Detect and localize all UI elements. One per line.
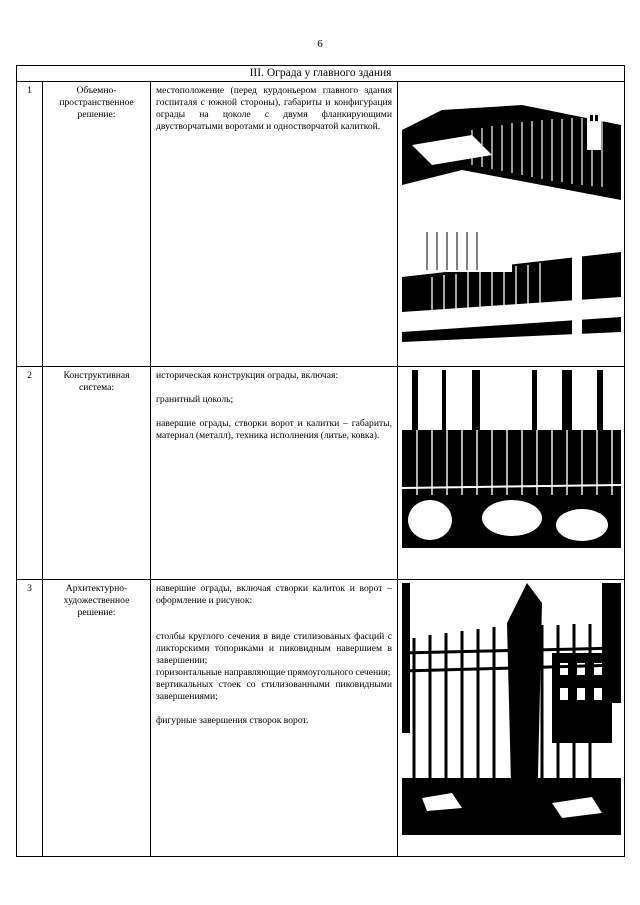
description-paragraph: горизонтальные направляющие прямоугольного сечения; (156, 667, 391, 678)
description-paragraph: навершие ограды, створки ворот и калитки – габариты, материал (металл), техника исполнения (литье, ковка). (156, 418, 392, 441)
photo-cell (398, 580, 625, 857)
row-description (151, 82, 398, 367)
plinth-photo (402, 370, 621, 558)
section-header-row (17, 66, 625, 82)
row-description (151, 580, 398, 857)
row-number: 2 (17, 367, 43, 580)
description-paragraph: местоположение (перед курдоньером главного здания госпиталя с южной стороны), габариты и конфигурация ограды на цоколе с двумя фланкирующими двустворчатыми воротами и одностворчатой калиткой. (156, 85, 392, 132)
table-row (17, 82, 625, 367)
photo-cell (398, 82, 625, 367)
row-number: 1 (17, 82, 43, 367)
monument-table (16, 65, 625, 857)
description-paragraph: вертикальных стоек со стилизованными пиковидными завершениями; (156, 679, 392, 702)
row-description (151, 367, 398, 580)
row-name: Объемно-пространственное решение: (43, 82, 151, 367)
section-title: III. Ограда у главного здания (17, 66, 625, 82)
row-name: Конструктивная система: (43, 367, 151, 580)
page-number: 6 (317, 38, 323, 50)
row-number: 3 (17, 580, 43, 857)
description-paragraph: гранитный цоколь; (156, 394, 234, 405)
photo-cell (398, 367, 625, 580)
row-name: Архитектурно-художественное решение: (43, 580, 151, 857)
description-paragraph: навершие ограды, включая створки калиток и ворот – оформление и рисунок: (156, 583, 392, 606)
table-row (17, 367, 625, 580)
description-paragraph: фигурные завершения створок ворот. (156, 715, 309, 726)
fence-post-photo (402, 583, 621, 835)
fence-photo (402, 85, 621, 217)
description-paragraph: историческая конструкция ограды, включая: (156, 370, 339, 381)
gate-photo (402, 222, 621, 362)
description-paragraph: столбы круглого сечения в виде стилизованых фасций с ликторскими топориками и пиковидным навершием в завершении; (156, 631, 392, 666)
table-row (17, 580, 625, 857)
